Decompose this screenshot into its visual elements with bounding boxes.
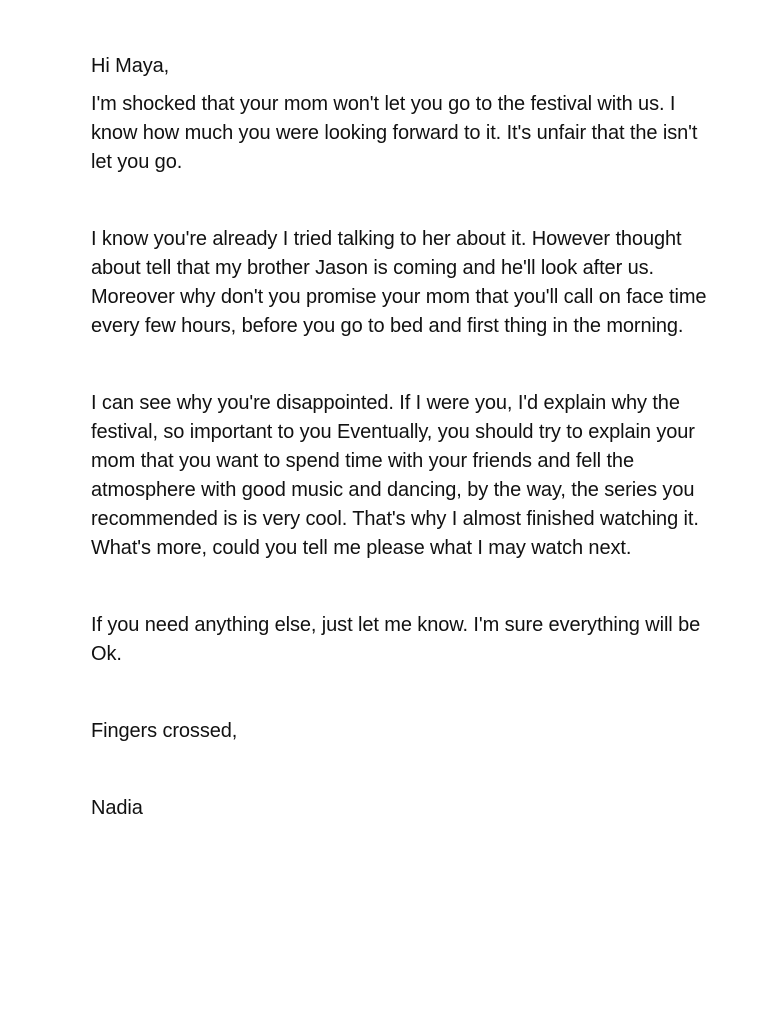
letter-paragraph-3: I can see why you're disappointed. If I were you, I'd explain why the festival, so important to you Eventually, you should try to explain your mom that you want to spend time with your friends and fell the atmosphere with good music and dancing, by the way, the series you recommended is is very cool. That's why I almost finished watching it. What's more, could you tell me please what I may watch next. <box>91 392 699 559</box>
letter-greeting: Hi Maya, <box>91 55 170 77</box>
letter-paragraph-2: I know you're already I tried talking to her about it. However thought about tell that my brother Jason is coming and he'll look after us. Moreover why don't you promise your mom that you'll call on face time every few hours, before you go to bed and first thing in the morning. <box>91 228 707 337</box>
letter-signoff: Fingers crossed, <box>91 720 238 742</box>
letter-paragraph-4: If you need anything else, just let me know. I'm sure everything will be Ok. <box>91 614 701 665</box>
letter-document <box>91 52 711 823</box>
letter-signature: Nadia <box>91 797 143 819</box>
letter-paragraph-1: I'm shocked that your mom won't let you go to the festival with us. I know how much you were looking forward to it. It's unfair that the isn't let you go. <box>91 93 698 173</box>
